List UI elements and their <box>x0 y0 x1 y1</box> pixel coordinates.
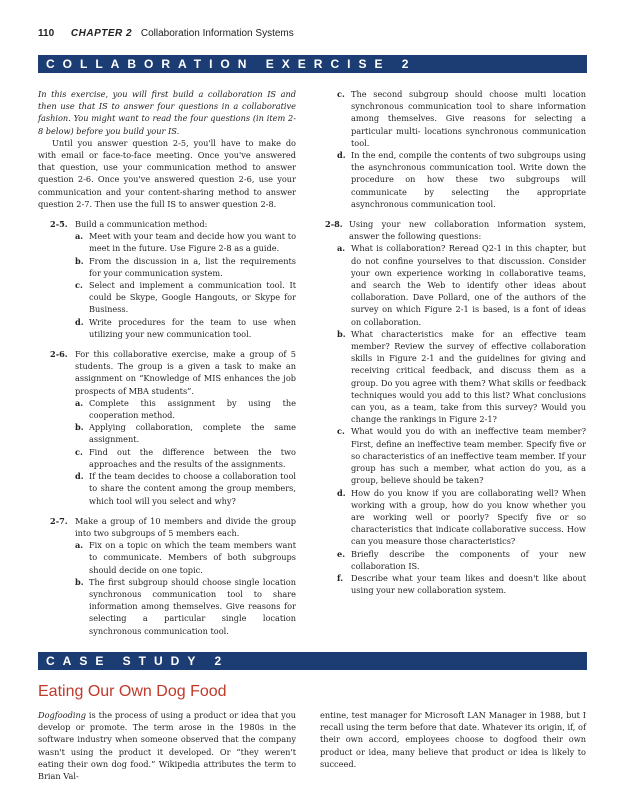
list-item <box>38 255 296 279</box>
chapter-title: Collaboration Information Systems <box>140 28 294 39</box>
page-header <box>38 28 294 39</box>
item-letter: a. <box>75 231 84 242</box>
item-letter: c. <box>75 280 83 291</box>
list-item <box>320 572 586 596</box>
list-item <box>38 316 296 340</box>
case-lead-term: Dogfooding <box>38 710 86 720</box>
question-number: 2-8. <box>325 219 343 230</box>
item-letter: c. <box>75 446 83 457</box>
list-item <box>320 149 586 210</box>
item-letter: d. <box>75 316 84 327</box>
question-2-8 <box>320 218 586 242</box>
item-text: What would you do with an ineffective team member? First, define an ineffective team member. Specify five or so characteristics of an ineffective team member. If your group has such a member, what action do you, as a group, believe should be taken? <box>351 426 586 486</box>
list-item <box>38 576 296 637</box>
left-column <box>38 88 296 637</box>
intro-italic: In this exercise, you will first build a collaboration IS and then use that IS to answer four questions in a collaborative fashion. You might want to read the four questions (in item 2-8 below) before you build your IS. <box>38 89 296 136</box>
list-item <box>320 548 586 572</box>
item-text: How do you know if you are collaborating well? When working with a group, how do you know whether you are working well or poorly? Specify five or so characteristics that indicate collaborative success. How can you measure those characteristics? <box>351 487 586 547</box>
item-text: Fix on a topic on which the team members want to communicate. Members of both subgroups should decide on one topic. <box>89 540 296 575</box>
item-letter: d. <box>337 487 346 498</box>
item-letter: e. <box>337 548 346 559</box>
item-letter: f. <box>337 572 344 583</box>
list-item <box>320 328 586 426</box>
case-study-banner: CASE STUDY 2 <box>38 652 587 670</box>
list-item <box>320 425 586 486</box>
list-item <box>38 421 296 445</box>
list-item <box>38 470 296 507</box>
list-item <box>38 230 296 254</box>
list-item <box>320 242 586 327</box>
item-letter: b. <box>75 576 84 587</box>
question-number: 2-6. <box>50 349 68 360</box>
item-letter: c. <box>337 89 345 99</box>
item-letter: a. <box>337 243 346 254</box>
question-text: Using your new collaboration information system, answer the following questions: <box>349 219 586 242</box>
list-item <box>38 397 296 421</box>
intro-paragraph: Until you answer question 2-5, you'll have to make do with email or face-to-face meeting. Once you've answered that question, use your communication method to answer question 2-6. Once you've answered question 2-6, use your communication and your content-sharing method to answer question 2-7. Then use the full IS to answer question 2-8. <box>38 137 296 209</box>
item-letter: b. <box>337 328 346 339</box>
chapter-label: CHAPTER 2 <box>70 28 133 39</box>
item-letter: a. <box>75 397 84 408</box>
question-2-7 <box>38 515 296 539</box>
question-number: 2-7. <box>50 515 68 526</box>
right-column <box>320 88 586 596</box>
case-study-left-text <box>38 709 296 782</box>
item-text: Complete this assignment by using the cooperation method. <box>89 397 296 421</box>
question-2-5 <box>38 218 296 230</box>
item-text: Meet with your team and decide how you want to meet in the future. Use Figure 2-8 as a guide. <box>89 231 296 254</box>
item-text: The first subgroup should choose single location synchronous communication tool to share information among themselves. Give reasons for selecting a particular single location synchronous communication tool. <box>89 576 296 636</box>
item-letter: b. <box>75 422 84 433</box>
item-text: What is collaboration? Reread Q2-1 in this chapter, but do not confine yourselves to that discussion. Consider your own experience working in collaborative teams, and search the Web to identify other ideas about collaboration. Dave Pollard, one of the authors of the survey on which Figure 2-1 is based, is a font of ideas on collaboration. <box>351 243 586 327</box>
item-letter: a. <box>75 540 84 551</box>
question-text: Build a communication method: <box>75 219 208 230</box>
item-text: From the discussion in a, list the requirements for your communication system. <box>89 255 296 278</box>
list-item <box>38 539 296 576</box>
case-study-right-text: entine, test manager for Microsoft LAN Manager in 1988, but I recall using the term before that date. Whatever its origin, if, of their own accord, employees choose to dogfood their own product or idea, many believe that product or idea is likely to succeed. <box>320 710 586 769</box>
list-item <box>38 446 296 470</box>
page-number: 110 <box>38 28 55 39</box>
question-number: 2-5. <box>50 219 68 230</box>
item-letter: d. <box>75 471 84 482</box>
item-text: Find out the difference between the two approaches and the results of the assignments. <box>89 446 296 469</box>
collaboration-exercise-banner: COLLABORATION EXERCISE 2 <box>38 55 587 73</box>
list-item <box>320 88 586 149</box>
question-2-6 <box>38 348 296 397</box>
list-item <box>38 279 296 316</box>
item-text: Write procedures for the team to use when utilizing your new communication tool. <box>89 316 296 339</box>
case-left-body: is the process of using a product or idea that you develop or promote. The term arose in the 1980s in the software industry when someone observed that the company wasn't using the product it developed. Or “they weren't eating their own dog food.” Wikipedia attributes the term to Brian Val- <box>38 710 296 782</box>
item-text: Select and implement a communication tool. It could be Skype, Google Hangouts, or Skype for Business. <box>89 280 296 315</box>
item-text: What characteristics make for an effective team member? Review the survey of effective collaboration skills in Figure 2-1 and the guidelines for giving and receiving critical feedback, and discuss them as a group. Do you agree with them? What skills or feedback techniques would you add to this list? What conclusions can you, as a team, take from this survey? Would you change the rankings in Figure 2-1? <box>351 328 586 425</box>
item-text: The second subgroup should choose multi location synchronous communication tool to share information among themselves. Give reasons for selecting a particular multi- locations synchronous communication tool. <box>351 89 586 148</box>
item-letter: c. <box>337 426 345 437</box>
question-text: Make a group of 10 members and divide the group into two subgroups of 5 members each. <box>75 515 296 538</box>
item-text: Briefly describe the components of your new collaboration IS. <box>351 548 586 571</box>
item-text: Describe what your team likes and doesn't like about using your new collaboration system. <box>351 572 586 596</box>
case-study-title: Eating Our Own Dog Food <box>38 683 227 700</box>
item-text: If the team decides to choose a collaboration tool to share the content among the group members, which tool will you select and why? <box>89 471 296 506</box>
item-text: In the end, compile the contents of two subgroups using the asynchronous communication tool. Write down the procedure on how these two subgroups will communicate by selecting the appropriate asynchronous communication tool. <box>351 150 586 209</box>
list-item <box>320 487 586 548</box>
item-letter: b. <box>75 255 84 266</box>
item-letter: d. <box>337 150 346 161</box>
item-text: Applying collaboration, complete the same assignment. <box>89 422 296 445</box>
question-text: For this collaborative exercise, make a group of 5 students. The group is a given a task to make an assignment on “Knowledge of MIS enhances the job prospects of MBA students”. <box>75 349 296 396</box>
